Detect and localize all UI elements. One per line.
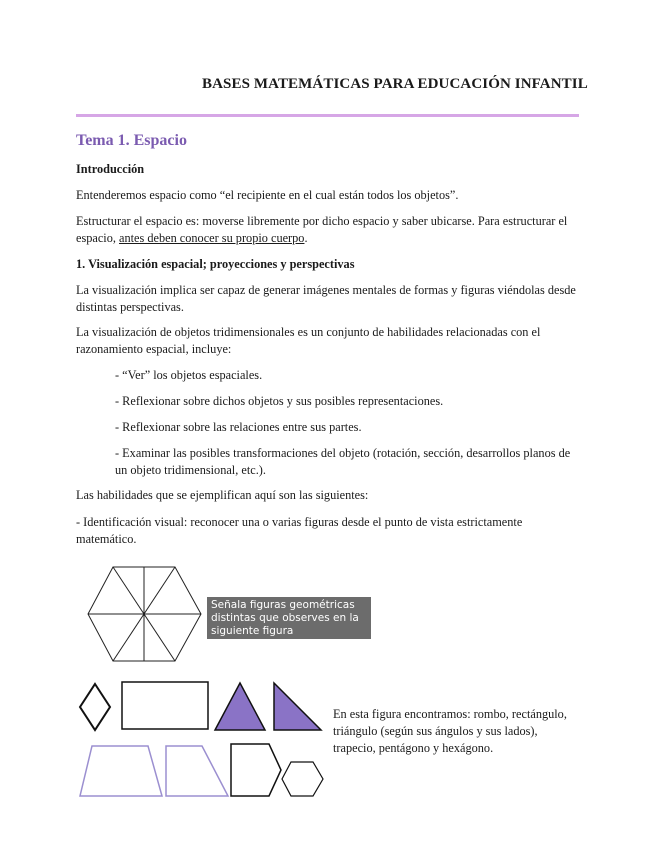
intro-p2-text: Estructurar el espacio es: moverse libremente por dicho espacio y saber ubicarse. Para estructurar el espacio, bbox=[76, 214, 568, 245]
list-item: - Examinar las posibles transformaciones del objeto (rotación, sección, desarrollos planos de un objeto tridimensional, etc.). bbox=[115, 446, 571, 477]
rhombus-shape bbox=[78, 682, 112, 732]
intro-heading: Introducción bbox=[76, 162, 145, 176]
right-triangle-shape bbox=[273, 682, 323, 732]
figure-answer: En esta figura encontramos: rombo, rectángulo, triángulo (según sus ángulos y sus lados), trapecio, pentágono y hexágono. bbox=[333, 707, 567, 755]
intro-p2-underlined: antes deben conocer su propio cuerpo bbox=[119, 231, 305, 245]
list-item: - Reflexionar sobre las relaciones entre sus partes. bbox=[115, 420, 362, 434]
intro-paragraph-2 bbox=[76, 213, 581, 247]
hexagon-shape bbox=[281, 760, 325, 798]
list-item: - “Ver” los objetos espaciales. bbox=[115, 368, 263, 382]
section-1-paragraph-2: La visualización de objetos tridimensionales es un conjunto de habilidades relacionadas con el razonamiento espacial, incluye: bbox=[76, 325, 541, 356]
rectangle-shape bbox=[121, 681, 210, 731]
right-trapezoid-shape bbox=[164, 744, 230, 798]
header-divider bbox=[76, 114, 579, 117]
section-1-paragraph-4: - Identificación visual: reconocer una o varias figuras desde el punto de vista estrictamente matemático. bbox=[76, 515, 523, 546]
intro-p2-end: . bbox=[304, 231, 308, 245]
figure-caption: Señala figuras geométricas distintas que observes en la siguiente figura bbox=[207, 597, 371, 639]
section-1-paragraph-3: Las habilidades que se ejemplifican aquí son las siguientes: bbox=[76, 488, 369, 502]
section-title: Tema 1. Espacio bbox=[76, 132, 187, 149]
trapezoid-shape bbox=[78, 744, 164, 798]
list-item: - Reflexionar sobre dichos objetos y sus posibles representaciones. bbox=[115, 394, 444, 408]
pentagon-shape bbox=[229, 742, 283, 798]
isosceles-triangle-shape bbox=[214, 682, 266, 732]
intro-paragraph-1: Entenderemos espacio como “el recipiente en el cual están todos los objetos”. bbox=[76, 188, 459, 202]
section-1-heading: 1. Visualización espacial; proyecciones y perspectivas bbox=[76, 257, 355, 271]
page-header-title: BASES MATEMÁTICAS PARA EDUCACIÓN INFANTIL bbox=[202, 76, 588, 92]
hexagon-figure bbox=[85, 565, 205, 665]
section-1-paragraph-1: La visualización implica ser capaz de generar imágenes mentales de formas y figuras viéndolas desde distintas perspectivas. bbox=[76, 283, 576, 314]
